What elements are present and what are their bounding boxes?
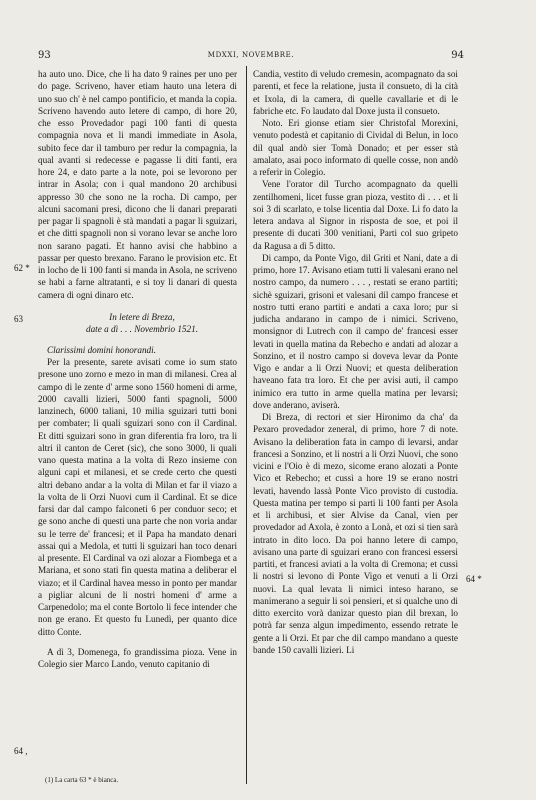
paragraph: Per la presente, sarete avisati come io sum stato presone uno zorno e mezo in man di milanesi. Crea al campo di le zente d' arme sono 1560 homeni di arme, 2000 cavalli lizieri, 5000 fanti spagnoli, 5000 lanzinech, 6000 taliani, 10 milia sguizari tutti boni per combater; li quali sguizari sono con il Cardinal. Et ditti sguizari sono in gran diferentia fra loro, tra li altri il canton de Ceret (sic), che sono 3000, li quali vano questa matina a la volta di Rezo insieme con alguni capi et milanesi, et se crede certo che questi altri debano andar a la volta di Milan et far il viazo a la volta de li Orzi Nuovi cum il Cardinal. Et se dice farsi dar dal campo falconeti 6 per conduor seco; et ge sono anche di questi una parte che non voria andar su le terre de' francesi; et il Papa ha mandato denari assai qui a Medola, et tutti li sguizari han toco denari al presente. El Cardinal va ozi alozar a Fiombega et a Mariana, et sono stati fin questa matina a deliberar el viazo; et il Cardinal havea messo in ponto per mandar a pigliar alcuni de li nostri homeni d' arme a Carpenedolo; ma el conte Bortolo li fece intender che non ge erano. Et questo fu Lunedì, per quanto dice ditto Conte. xyxy=(38,357,237,637)
running-title: MDXXI, NOVEMBRE. xyxy=(207,51,295,59)
margin-note: 64 , xyxy=(14,746,28,756)
column-divider xyxy=(246,66,247,784)
right-column xyxy=(253,68,458,656)
paragraph: Noto. Eri gionse etiam sier Christofal Morexini, venuto podestà et capitanio di Cividal di Belun, in loco dil qual andò sier Tomà Donado; et per esser stà amalato, asai poco informato di quelle cosse, non andò a referir in Colegio. xyxy=(253,118,458,177)
letter-date: date a dì . . . Novembrio 1521. xyxy=(85,324,199,335)
paragraph: Vene l'orator dil Turcho acompagnato da quelli zentilhomeni, licet fusse gran pioza, vestito di . . . et li soi 3 di scarlato, e tolse licentia dal Doxe. Li fo dato la letera andava al Signor in risposta de soe, et poi il presente di ducati 300 venitiani, Parti col suo gripeto da Ragusa a dì 5 ditto. xyxy=(253,179,458,251)
margin-note: 64 * xyxy=(466,574,482,584)
letter-heading: In letere di Breza, xyxy=(109,311,175,322)
paragraph: Di campo, da Ponte Vigo, dil Griti et Nani, date a dì primo, hore 17. Avisano etiam tutti li valesani erano nel nostro campo, da numero . . . , restati se erano partiti; sichè sguizari, grisoni et valesani dil campo francese et nostro tutti erano partiti e andati a caxa loro; pur si judicha andarano in campo de i nimici. Scriveno, monsignor di Lutrech con il campo de' francesi esser levati in quella matina da Rebecho e andati ad alozar a Sonzino, et il nostro campo si doveva levar da Ponte Vigo e andar a li Orzi Nuovi; et questa deliberation haveano fata tra loro. Et che per avisi auti, il campo inimico era tutto in arme quella matina per levarsi; dove anderano, aviserà. xyxy=(253,252,458,410)
page-number-right: 94 xyxy=(451,50,464,61)
margin-note: 62 * xyxy=(14,263,30,273)
paragraph: Di Breza, di rectori et sier Hironimo da cha' da Pexaro provedador zeneral, di primo, hore 7 di note. Avisano la deliberation fata in campo di levarsi, andar francesi a Sonzino, et li nostri a li Orzi Nuovi, che sono vicini e l'Oio è di mezo, sicome erano alozati a Ponte Vico et Rebecho; et cussì a hore 19 se erano nostri levati, havendo lassà Ponte Vico provisto di custodia. Questa matina per tempo si parti li 100 fanti per Asola et li archibusi, et sier Alvise da Canal, vien per provedador ad Axola, è zonto a Lonà, et ozi si tien sarà intrato in dito loco. Da poi hanno letere di campo, avisano una parte di sguizari erano con francesi essersi partiti, et francesi aviati a la volta di Cremona; et cussì li nostri si levono di Ponte Vigo et venuti a li Orzi nuovi. La qual levata li nimici inteso harano, se manimerano a seguir li soi pensieri, et si qualche uno di ditto exercito vorà danizar questo pian dil brexan, lo potrà far senza algun impedimento, essendo retrate le gente a li Orzi. Et par che dil campo mandano a queste bande 150 cavalli lizieri. Li xyxy=(253,412,458,655)
paragraph: A dì 3, Domenega, fo grandissima pioza. Vene in Colegio sier Marco Lando, venuto capitanio di xyxy=(38,646,237,669)
paragraph: Candia, vestito di veludo cremesin, acompagnato da soi parenti, et fece la relatione, justa il consueto, di la cità et Ixola, di la camera, di quelle cavallarie et di le fabriche etc. Fo laudato dal Doxe justa il consueto. xyxy=(253,69,458,116)
letter-salutation: Clarissimi domini honorandi. xyxy=(47,344,156,355)
page-number-left: 93 xyxy=(38,50,51,61)
left-column xyxy=(38,68,237,670)
footnote: (1) La carta 63 * è bianca. xyxy=(45,776,119,784)
margin-note: 63 xyxy=(14,314,23,324)
paragraph: ha auto uno. Dice, che li ha dato 9 raines per uno per do page. Scriveno, haver etiam hauto una letera di uno suo ch' è nel campo pontificio, et manda la copia. Scriveno havendo auto letere di campo, di hore 20, che esso Provedador pagi 100 fanti di questa compagnia nova et li mandi immediate in Asola, subito fece dar il tamburo per redur la compagnia, la qual avanti si redecesse e pagasse li diti fanti, era hore 24, e dato parte a la note, poi se levorono per intrar in Asola; con i qual mandono 20 archibusi appresso 30 che sono ne la rocha. Di campo, per alcuni sacomani presi, dicono che li danari preparati per pagar li spagnoli è stà mandati a pagar li sguizari, et che ditti spagnoli non si vorano levar se anche loro non sarano pagati. Et hanno avisi che habbino a passar per questo brexano. Farano le provision etc. Et in locho de li 100 fanti si manda in Asola, ne scriveno se habi a farne altratanti, e si toy li danari di questa camera di ogni dinaro etc. xyxy=(38,69,237,300)
